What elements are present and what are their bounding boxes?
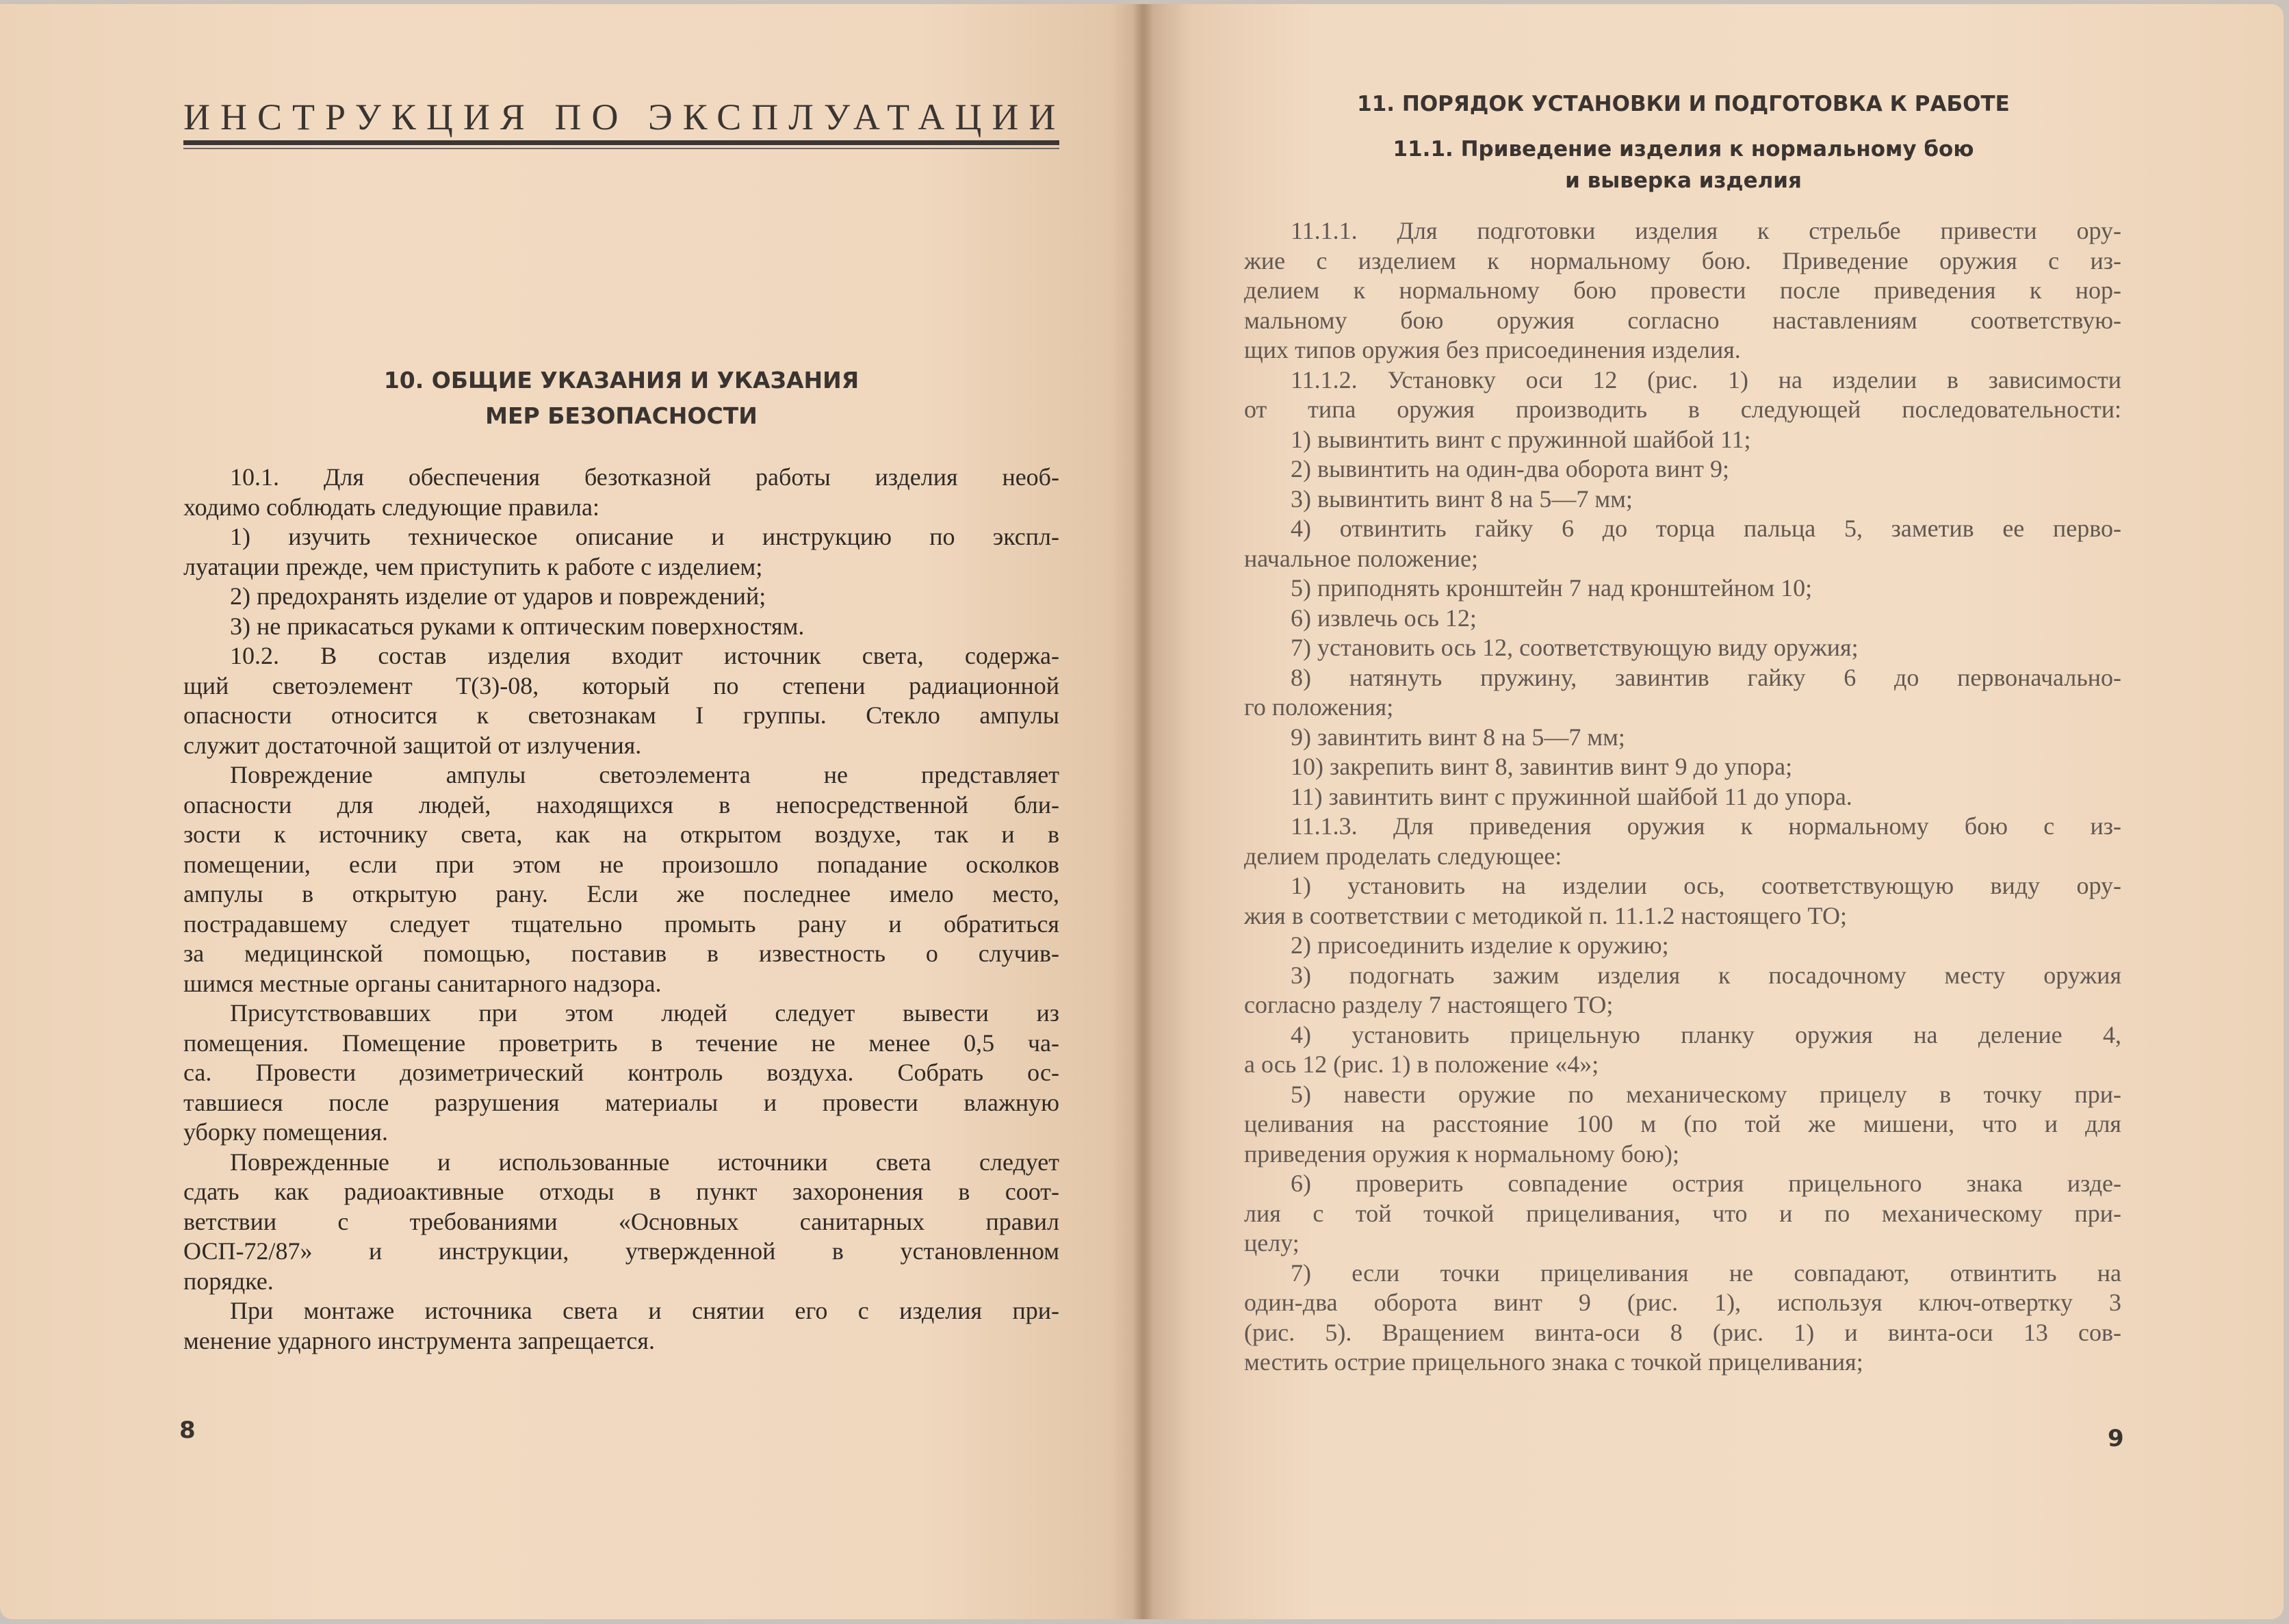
text-line: щий светоэлемент Т(3)-08, который по степени радиационной [183, 671, 1059, 699]
text-line: менение ударного инструмента запрещается. [183, 1326, 655, 1354]
text-line: за медицинской помощью, поставив в известность о случив- [183, 940, 1059, 967]
left-body-text [183, 463, 1059, 1356]
running-head-rule-thin [183, 148, 1059, 149]
text-line: опасности относится к светознакам I группы. Стекло ампулы [183, 701, 1059, 729]
text-line: ОСП-72/87» и инструкции, утвержденной в установленном [183, 1237, 1059, 1265]
page-number-right: 9 [2108, 1425, 2124, 1452]
text-line: 10.1. Для обеспечения безотказной работы изделия необ- [230, 463, 1059, 491]
book-gutter [1133, 4, 1153, 1619]
page-number-left: 8 [179, 1417, 196, 1444]
text-line: 8) натянуть пружину, завинтив гайку 6 до первоначально- [1291, 663, 2121, 691]
text-line: ходимо соблюдать следующие правила: [183, 493, 599, 521]
running-head: ИНСТРУКЦИЯ ПО ЭКСПЛУАТАЦИИ [183, 96, 1066, 138]
text-line: 3) не прикасаться руками к оптическим поверхностям. [230, 612, 805, 640]
text-line: 2) вывинтить на один-два оборота винт 9; [1291, 455, 1729, 482]
text-line: 7) установить ось 12, соответствующую виду оружия; [1291, 634, 1859, 661]
text-line: тавшиеся после разрушения материалы и провести влажную [183, 1088, 1059, 1116]
text-line: щих типов оружия без присоединения изделия. [1244, 336, 1741, 363]
text-line: ампулы в открытую рану. Если же последнее имело место, [183, 880, 1059, 907]
text-line: 11.1.2. Установку оси 12 (рис. 1) на изделии в зависимости [1291, 365, 2121, 394]
text-line: помещения. Помещение проветрить в течение не менее 0,5 ча- [183, 1029, 1059, 1057]
subsection-11-1-title-line1: 11.1. Приведение изделия к нормальному бою [1393, 137, 1974, 162]
text-line: делием к нормальному бою провести после приведения к нор- [1244, 276, 2121, 304]
text-line: 2) предохранять изделие от ударов и повреждений; [230, 582, 766, 610]
text-line: местить острие прицельного знака с точкой прицеливания; [1244, 1348, 1863, 1376]
text-line: 10.2. В состав изделия входит источник света, содержа- [230, 642, 1059, 669]
section-11-title: 11. ПОРЯДОК УСТАНОВКИ И ПОДГОТОВКА К РАБОТЕ [1357, 92, 2010, 116]
text-line: лия с той точкой прицеливания, что и по механическому при- [1244, 1199, 2121, 1227]
text-line: 6) извлечь ось 12; [1291, 604, 1477, 632]
text-line: жия в соответствии с методикой п. 11.1.2 настоящего ТО; [1244, 901, 1847, 929]
text-line: 11.1.3. Для приведения оружия к нормальному бою с из- [1291, 812, 2121, 840]
running-head-rule [183, 140, 1059, 145]
text-line: ветствии с требованиями «Основных санитарных правил [183, 1207, 1059, 1235]
text-line: 1) вывинтить винт с пружинной шайбой 11; [1291, 425, 1751, 453]
text-line: делием проделать следующее: [1244, 842, 1562, 870]
text-line: 3) вывинтить винт 8 на 5—7 мм; [1291, 485, 1633, 513]
text-line: целивания на расстояние 100 м (по той же мишени, что и для [1244, 1110, 2121, 1137]
section-10-title-line1: 10. ОБЩИЕ УКАЗАНИЯ И УКАЗАНИЯ [383, 367, 859, 394]
text-line: го положения; [1244, 693, 1394, 721]
text-line: помещении, если при этом не произошло попадание осколков [183, 850, 1059, 878]
text-line: один-два оборота винт 9 (рис. 1), используя ключ-отвертку 3 [1244, 1289, 2121, 1316]
text-line: служит достаточной защитой от излучения. [183, 731, 642, 759]
text-line: целу; [1244, 1229, 1299, 1256]
text-line: уборку помещения. [183, 1118, 388, 1146]
text-line: Присутствовавших при этом людей следует вывести из [230, 999, 1059, 1027]
text-line: начальное положение; [1244, 544, 1479, 572]
text-line: 4) отвинтить гайку 6 до торца пальца 5, заметив ее перво- [1291, 515, 2121, 542]
section-10-title-line2: МЕР БЕЗОПАСНОСТИ [485, 402, 758, 429]
text-line: (рис. 5). Вращением винта-оси 8 (рис. 1) и винта-оси 13 сов- [1244, 1318, 2121, 1346]
text-line: приведения оружия к нормальному бою); [1244, 1139, 1679, 1168]
text-line: шимся местные органы санитарного надзора. [183, 969, 662, 997]
text-line: 10) закрепить винт 8, завинтив винт 9 до упора; [1291, 753, 1793, 780]
text-line: а ось 12 (рис. 1) в положение «4»; [1244, 1051, 1599, 1078]
text-line: 11) завинтить винт с пружинной шайбой 11 до упора. [1291, 782, 1852, 810]
text-line: пострадавшему следует тщательно промыть рану и обратиться [183, 910, 1059, 938]
text-line: зости к источнику света, как на открытом воздухе, так и в [183, 821, 1059, 848]
text-line: Поврежденные и использованные источники света следует [230, 1148, 1059, 1176]
subsection-11-1-title-line2: и выверка изделия [1565, 168, 1802, 193]
text-line: порядке. [183, 1267, 274, 1295]
text-line: 1) изучить техническое описание и инструкцию по экспл- [230, 523, 1059, 550]
text-line: 5) приподнять кронштейн 7 над кронштейном 10; [1291, 574, 1813, 602]
text-line: са. Провести дозиметрический контроль воздуха. Собрать ос- [183, 1059, 1059, 1086]
text-line: согласно разделу 7 настоящего ТО; [1244, 991, 1614, 1018]
text-line: 4) установить прицельную планку оружия на деление 4, [1291, 1020, 2121, 1048]
text-line: 1) установить на изделии ось, соответствующую виду ору- [1291, 872, 2121, 899]
text-line: луатации прежде, чем приступить к работе с изделием; [183, 552, 763, 580]
text-line: жие с изделием к нормальному бою. Приведение оружия с из- [1244, 246, 2121, 274]
text-line: 3) подогнать зажим изделия к посадочному месту оружия [1291, 961, 2121, 989]
text-line: 2) присоединить изделие к оружию; [1291, 931, 1669, 959]
text-line: от типа оружия производить в следующей последовательности: [1244, 396, 2121, 423]
text-line: 9) завинтить винт 8 на 5—7 мм; [1291, 723, 1625, 751]
right-body-text [1244, 216, 2121, 1378]
text-line: сдать как радиоактивные отходы в пункт захоронения в соот- [183, 1178, 1059, 1205]
text-line: 6) проверить совпадение острия прицельного знака изде- [1291, 1170, 2121, 1197]
text-line: Повреждение ампулы светоэлемента не представляет [230, 761, 1059, 788]
text-line: 11.1.1. Для подготовки изделия к стрельбе привести ору- [1291, 217, 2121, 244]
text-line: При монтаже источника света и снятии его с изделия при- [230, 1297, 1059, 1324]
text-line: 7) если точки прицеливания не совпадают, отвинтить на [1291, 1259, 2121, 1287]
text-line: опасности для людей, находящихся в непосредственной бли- [183, 790, 1059, 819]
text-line: 5) навести оружие по механическому прицелу в точку при- [1291, 1080, 2121, 1108]
text-line: мальному бою оружия согласно наставлениям соответствую- [1244, 306, 2121, 334]
